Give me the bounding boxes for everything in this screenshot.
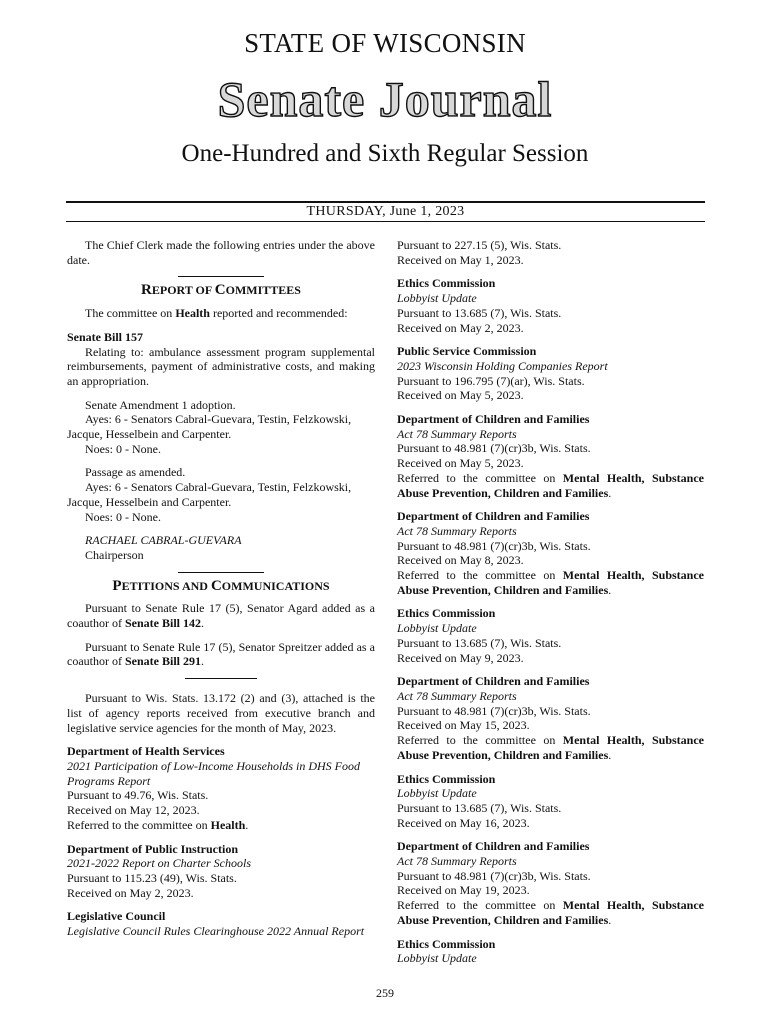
report-title-text: 2021-2022 Report on Charter Schools	[67, 856, 251, 871]
coauthor-agard	[67, 601, 375, 630]
section-divider	[178, 276, 264, 277]
received-line: Received on May 1, 2023.	[397, 252, 524, 267]
pursuant-line: Pursuant to 115.23 (49), Wis. Stats.	[67, 870, 237, 885]
text: Referred to the committee on	[397, 733, 563, 748]
right-column	[397, 238, 704, 966]
text: Pursuant to Senate Rule 17 (5), Senator Spreitzer added as a coauthor of	[67, 639, 375, 669]
pursuant-line: Pursuant to 48.981 (7)(cr)3b, Wis. Stats.	[397, 703, 591, 718]
text: Referred to the committee on	[67, 817, 211, 832]
agency-heading: Legislative Council	[67, 909, 166, 924]
petitions-heading	[67, 579, 375, 594]
received-line: Received on May 9, 2023.	[397, 650, 524, 665]
bill-relating: Relating to: ambulance assessment program supplemental reimbursements, payment of administrative costs, and making an appropriation.	[67, 344, 375, 388]
report-of-committees-heading	[67, 283, 375, 298]
text: Referred to the committee on	[397, 568, 563, 583]
report-title	[397, 359, 704, 374]
received-line: Received on May 15, 2023.	[397, 718, 530, 733]
heading-smallcaps: EPORT OF	[151, 283, 215, 298]
received-line: Received on May 5, 2023.	[397, 456, 524, 471]
text: The committee on	[85, 306, 176, 321]
referred-line	[397, 568, 704, 597]
report-title	[67, 856, 375, 871]
committee-name: Mental Health, Substance Abuse Prevention, Children and Families	[397, 568, 704, 597]
committee-name: Health	[210, 817, 246, 832]
noes-line: Noes: 0 - None.	[85, 441, 161, 456]
committee-name: Mental Health, Substance Abuse Prevention, Children and Families	[397, 733, 704, 762]
received-line: Received on May 19, 2023.	[397, 883, 530, 898]
received-line: Received on May 16, 2023.	[397, 815, 530, 830]
agency-heading: Ethics Commission	[397, 771, 496, 786]
top-rule	[66, 201, 705, 203]
journal-title: Senate Journal	[217, 71, 553, 127]
agency-heading: Department of Children and Families	[397, 509, 590, 524]
heading-initial: C	[210, 577, 222, 594]
report-title	[397, 854, 704, 869]
report-title-text: 2023 Wisconsin Holding Companies Report	[397, 358, 608, 373]
state-heading: STATE OF WISCONSIN	[244, 28, 526, 58]
chair-name	[85, 533, 375, 548]
report-title-text: Act 78 Summary Reports	[397, 426, 517, 441]
chair-name-text: RACHAEL CABRAL-GUEVARA	[85, 533, 242, 548]
report-title-text: Lobbyist Update	[397, 786, 477, 801]
agency-heading: Department of Public Instruction	[67, 841, 238, 856]
page-number: 259	[376, 986, 394, 1000]
heading-initial: P	[112, 577, 122, 594]
pursuant-line: Pursuant to 13.685 (7), Wis. Stats.	[397, 800, 562, 815]
text: Referred to the committee on	[397, 898, 563, 913]
text: .	[608, 485, 612, 500]
pursuant-line: Pursuant to 48.981 (7)(cr)3b, Wis. Stats.	[397, 538, 591, 553]
report-title-text: Act 78 Summary Reports	[397, 854, 517, 869]
heading-smallcaps: ETITIONS AND	[121, 578, 211, 593]
heading-smallcaps: OMMITTEES	[225, 283, 301, 298]
text: .	[608, 582, 612, 597]
report-title	[397, 786, 704, 801]
report-title	[67, 759, 375, 788]
intro-paragraph: The Chief Clerk made the following entries under the above date.	[67, 238, 375, 267]
coauthor-spreitzer	[67, 640, 375, 669]
pursuant-line: Pursuant to 13.685 (7), Wis. Stats.	[397, 305, 562, 320]
referred-line	[397, 471, 704, 500]
agency-heading: Public Service Commission	[397, 344, 537, 359]
noes-line: Noes: 0 - None.	[85, 509, 161, 524]
pursuant-line: Pursuant to 227.15 (5), Wis. Stats.	[397, 238, 562, 252]
text: Pursuant to Senate Rule 17 (5), Senator Agard added as a coauthor of	[67, 601, 375, 631]
session-title: One-Hundred and Sixth Regular Session	[181, 140, 589, 167]
received-line: Received on May 2, 2023.	[67, 885, 194, 900]
heading-initial: R	[141, 282, 152, 299]
committee-name: Health	[175, 306, 210, 321]
report-title	[67, 924, 375, 939]
report-title-text: Lobbyist Update	[397, 951, 477, 966]
dateline: THURSDAY, June 1, 2023	[306, 204, 465, 219]
report-title-text: Act 78 Summary Reports	[397, 688, 517, 703]
agency-heading: Ethics Commission	[397, 936, 496, 951]
report-title	[397, 951, 704, 966]
text: reported and recommended:	[209, 306, 348, 321]
received-line: Received on May 8, 2023.	[397, 553, 524, 568]
section-divider	[178, 572, 264, 573]
chair-title: Chairperson	[85, 547, 144, 562]
agency-heading: Department of Children and Families	[397, 839, 590, 854]
bill-heading: Senate Bill 157	[67, 329, 144, 344]
committee-name: Mental Health, Substance Abuse Prevention, Children and Families	[397, 898, 704, 927]
agency-heading: Department of Children and Families	[397, 412, 590, 427]
report-title-text: Lobbyist Update	[397, 621, 477, 636]
amendment-line: Senate Amendment 1 adoption.	[85, 397, 236, 412]
bill-ref: Senate Bill 291	[124, 654, 201, 669]
pursuant-line: Pursuant to 48.981 (7)(cr)3b, Wis. Stats.	[397, 441, 591, 456]
report-title	[397, 427, 704, 442]
ayes-line: Ayes: 6 - Senators Cabral-Guevara, Testin, Felzkowski, Jacque, Hesselbein and Carpenter.	[67, 412, 352, 442]
bottom-rule	[66, 221, 705, 222]
pursuant-line: Pursuant to 13.685 (7), Wis. Stats.	[397, 635, 562, 650]
heading-smallcaps: OMMUNICATIONS	[221, 578, 330, 593]
text: .	[201, 616, 204, 631]
received-line: Received on May 5, 2023.	[397, 388, 524, 403]
received-line: Received on May 2, 2023.	[397, 320, 524, 335]
report-title	[397, 524, 704, 539]
ayes-line: Ayes: 6 - Senators Cabral-Guevara, Testin, Felzkowski, Jacque, Hesselbein and Carpenter.	[67, 480, 352, 509]
report-title	[397, 689, 704, 704]
text: .	[245, 817, 249, 832]
pursuant-line: Pursuant to 49.76, Wis. Stats.	[67, 788, 209, 803]
text: Referred to the committee on	[397, 470, 563, 485]
committee-name: Mental Health, Substance Abuse Prevention, Children and Families	[397, 470, 704, 500]
pursuant-line: Pursuant to 48.981 (7)(cr)3b, Wis. Stats.	[397, 868, 591, 883]
text: .	[608, 747, 612, 762]
agency-reports-intro: Pursuant to Wis. Stats. 13.172 (2) and (3), attached is the list of agency reports received from executive branch and legislative service agencies for the month of May, 2023.	[67, 691, 375, 735]
committee-report-line	[67, 306, 375, 321]
report-title-text: Act 78 Summary Reports	[397, 523, 517, 538]
passage-line: Passage as amended.	[85, 465, 186, 480]
agency-heading: Department of Health Services	[67, 744, 225, 759]
section-divider	[185, 678, 257, 679]
pursuant-line: Pursuant to 196.795 (7)(ar), Wis. Stats.	[397, 373, 585, 388]
left-column	[67, 238, 375, 939]
received-line: Received on May 12, 2023.	[67, 803, 200, 818]
report-title-text: 2021 Participation of Low-Income Households in DHS Food Programs Report	[67, 758, 360, 788]
text: .	[608, 912, 612, 927]
agency-heading: Ethics Commission	[397, 606, 496, 621]
report-title	[397, 621, 704, 636]
text: .	[201, 654, 204, 669]
referred-line	[397, 898, 704, 927]
report-title-text: Lobbyist Update	[397, 291, 477, 306]
bill-ref: Senate Bill 142	[124, 616, 201, 631]
report-title-text: Legislative Council Rules Clearinghouse 2022 Annual Report	[67, 924, 365, 939]
agency-heading: Ethics Commission	[397, 276, 496, 291]
report-title	[397, 291, 704, 306]
referred-line	[397, 733, 704, 762]
heading-initial: C	[214, 282, 226, 299]
referred-line	[67, 818, 375, 833]
agency-heading: Department of Children and Families	[397, 674, 590, 689]
